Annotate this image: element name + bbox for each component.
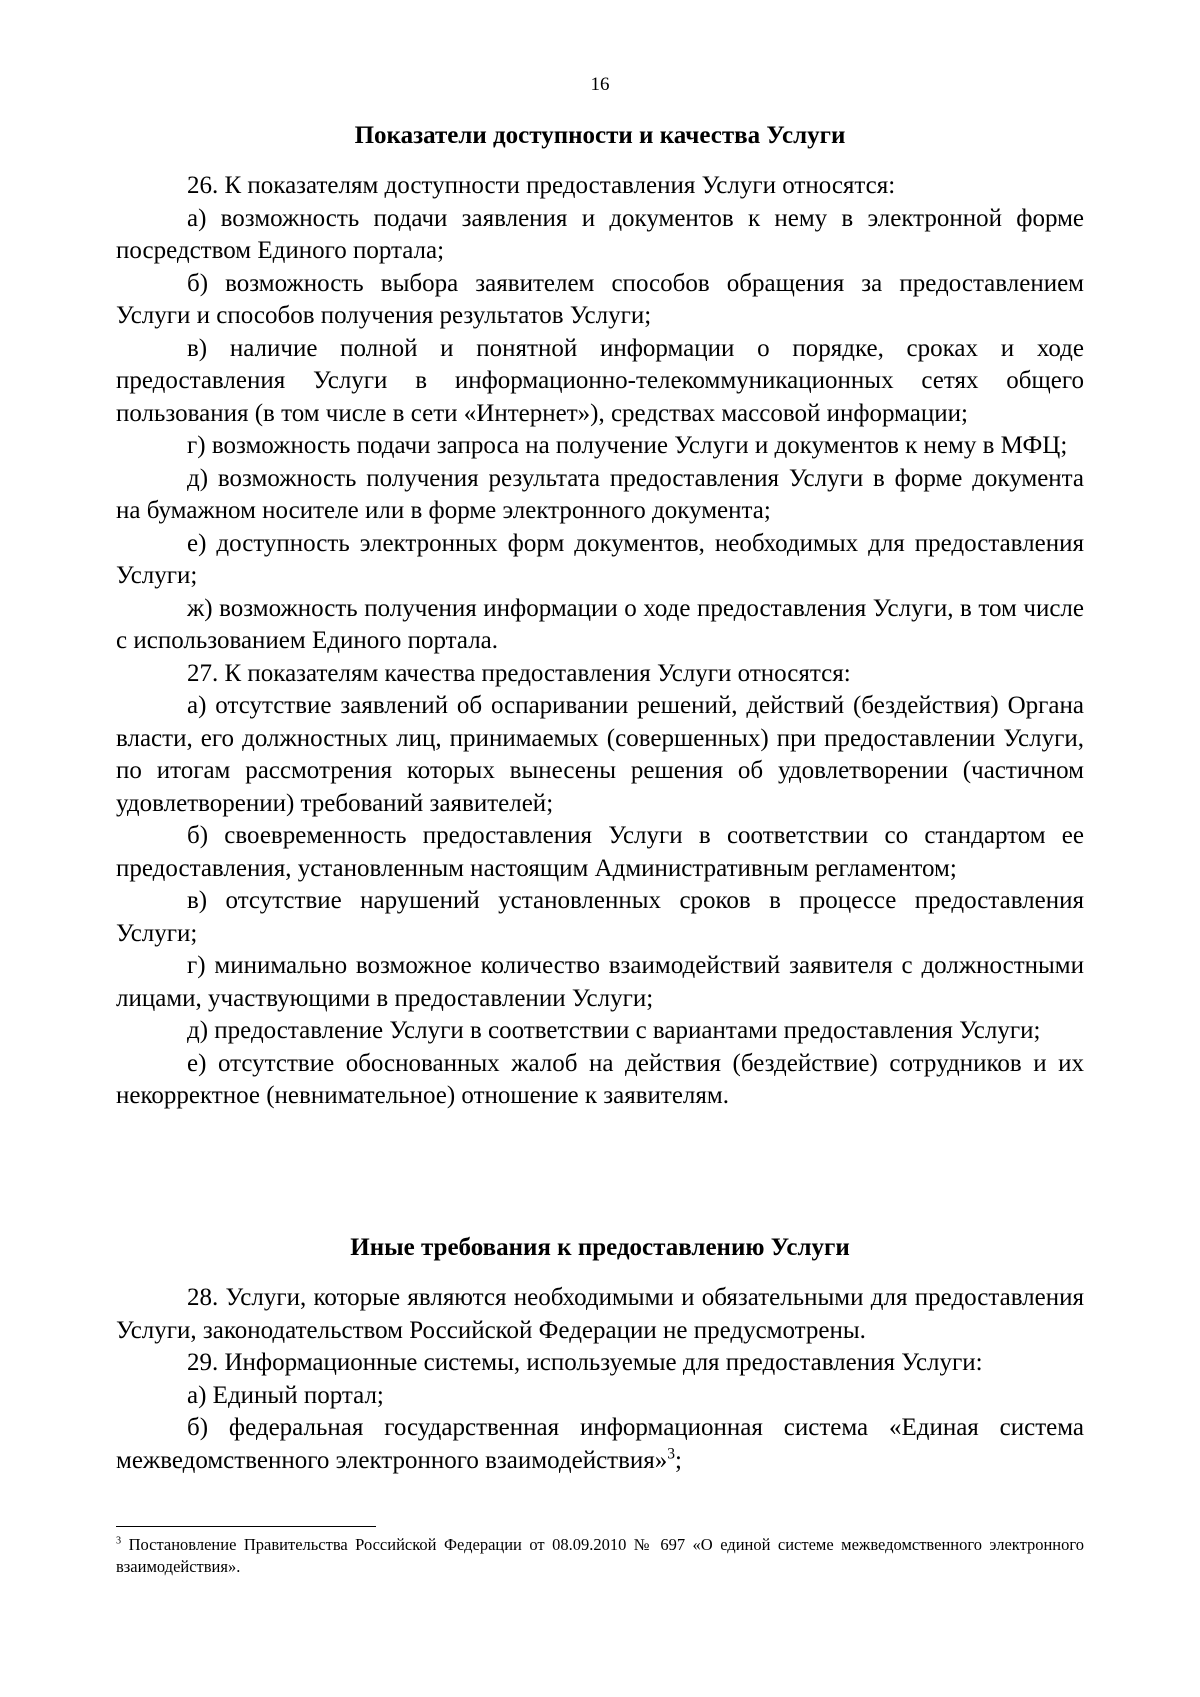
paragraph: 28. Услуги, которые являются необходимыми и обязательными для предоставления Услуги, законодательством Российской Федерации не предусмотрены. (116, 1284, 1084, 1344)
paragraph: а) Единый портал; (187, 1381, 384, 1409)
paragraph-with-footnote (116, 1412, 1084, 1477)
paragraph: г) минимально возможное количество взаимодействий заявителя с должностными лицами, участвующими в предоставлении Услуги; (116, 952, 1084, 1012)
paragraph: д) возможность получения результата предоставления Услуги в форме документа на бумажном носителе или в форме электронного документа; (116, 464, 1084, 524)
paragraph: а) возможность подачи заявления и документов к нему в электронной форме посредством Единого портала; (116, 204, 1084, 264)
paragraph: г) возможность подачи запроса на получение Услуги и документов к нему в МФЦ; (187, 432, 1068, 459)
footnote (116, 1534, 1084, 1578)
paragraph: 27. К показателям качества предоставления Услуги относятся: (187, 659, 851, 687)
paragraph: д) предоставление Услуги в соответствии с вариантами предоставления Услуги; (187, 1017, 1041, 1044)
paragraph: в) наличие полной и понятной информации о порядке, сроках и ходе предоставления Услуги в информационно-телекоммуникационных сетях общего пользования (в том числе в сети «Интернет»), средствах массовой информации; (116, 334, 1084, 427)
footnote-text: Постановление Правительства Российской Федерации от 08.09.2010 № 697 «О единой системе межведомственного электронного взаимодействия». (116, 1535, 1084, 1576)
section-title: Показатели доступности и качества Услуги (354, 122, 846, 149)
paragraph-end: ; (675, 1446, 682, 1474)
section-other-requirements (116, 1232, 1084, 1477)
paragraph: б) возможность выбора заявителем способов обращения за предоставлением Услуги и способов получения результатов Услуги; (116, 269, 1084, 329)
paragraph: б) своевременность предоставления Услуги в соответствии со стандартом ее предоставления, установленным настоящим Административным регламентом; (116, 822, 1084, 882)
paragraph: а) отсутствие заявлений об оспаривании решений, действий (бездействия) Органа власти, его должностных лиц, принимаемых (совершенных) при предоставлении Услуги, по итогам рассмотрения которых вынесены решения об удовлетворении (частичном удовлетворении) требований заявителей; (116, 692, 1084, 817)
footnote-marker: 3 (116, 1535, 122, 1547)
section-title: Иные требования к предоставлению Услуги (350, 1234, 850, 1261)
page-number: 16 (590, 74, 610, 95)
paragraph: е) доступность электронных форм документов, необходимых для предоставления Услуги; (116, 529, 1084, 589)
footnote-reference[interactable]: 3 (667, 1445, 676, 1463)
paragraph: в) отсутствие нарушений установленных сроков в процессе предоставления Услуги; (116, 887, 1084, 947)
paragraph: ж) возможность получения информации о ходе предоставления Услуги, в том числе с использованием Единого портала. (116, 594, 1084, 654)
paragraph: 26. К показателям доступности предоставления Услуги относятся: (187, 172, 896, 199)
paragraph: е) отсутствие обоснованных жалоб на действия (бездействие) сотрудников и их некорректное (невнимательное) отношение к заявителям. (116, 1049, 1084, 1109)
section-accessibility-quality (116, 120, 1084, 1113)
paragraph-text: б) федеральная государственная информационная система «Единая система межведомственного электронного взаимодействия» (116, 1414, 1084, 1474)
footnote-separator (116, 1526, 376, 1527)
paragraph: 29. Информационные системы, используемые для предоставления Услуги: (187, 1349, 983, 1376)
